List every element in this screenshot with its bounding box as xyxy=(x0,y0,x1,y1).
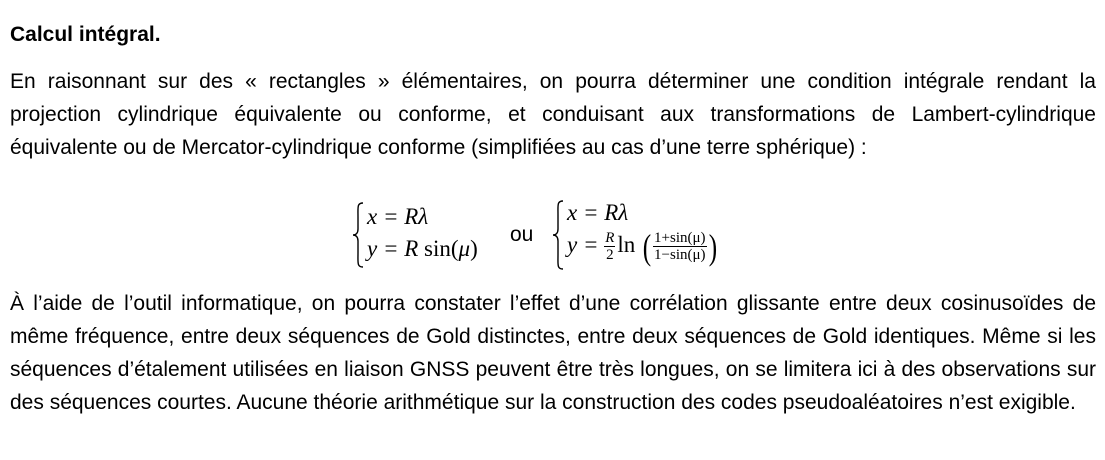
formula-separator: ou xyxy=(510,223,534,246)
equation-mercator-y: y = $\frac{R}{2}$ ln ( $\frac{1+\sin(\mu)}{1-\sin(\mu)}$ ) xyxy=(567,226,717,267)
log-argument-fraction: $\frac{1+\sin(\mu)}{1-\sin(\mu)}$ xyxy=(654,230,706,264)
equation-lambert-y: y = R sin(μ) xyxy=(367,236,478,261)
left-paren-icon: ( xyxy=(642,226,652,267)
left-brace-icon xyxy=(351,199,365,271)
equation-lambert-x: x = Rλ xyxy=(367,204,429,229)
left-brace-icon xyxy=(551,199,565,271)
coefficient-fraction: $\frac{R}{2}$ xyxy=(605,230,615,264)
paragraph-intro: En raisonnant sur des « rectangles » élémentaires, on pourra déterminer une condition intégrale rendant la projection cylindrique équivalente ou conforme, et conduisant aux transformations de Lambert-cylindrique équivalente ou de Mercator-cylindrique conforme (simplifiées au cas d’une terre sphérique) : xyxy=(10,70,1096,159)
equation-system-mercator xyxy=(551,199,761,271)
section-title: Calcul intégral. xyxy=(10,23,161,46)
equation-system-lambert xyxy=(351,199,501,271)
equation-mercator-x: x = Rλ xyxy=(567,200,629,225)
paragraph-computing: À l’aide de l’outil informatique, on pourra constater l’effet d’une corrélation glissante entre deux cosinusoïdes de même fréquence, entre deux séquences de Gold distinctes, entre deux séquences de Gold identiques. Même si les séquences d’étalement utilisées en liaison GNSS peuvent être très longues, on se limitera ici à des observations sur des séquences courtes. Aucune théorie arithmétique sur la construction des codes pseudoaléatoires n’est exigible. xyxy=(10,292,1096,414)
right-paren-icon: ) xyxy=(708,226,717,267)
